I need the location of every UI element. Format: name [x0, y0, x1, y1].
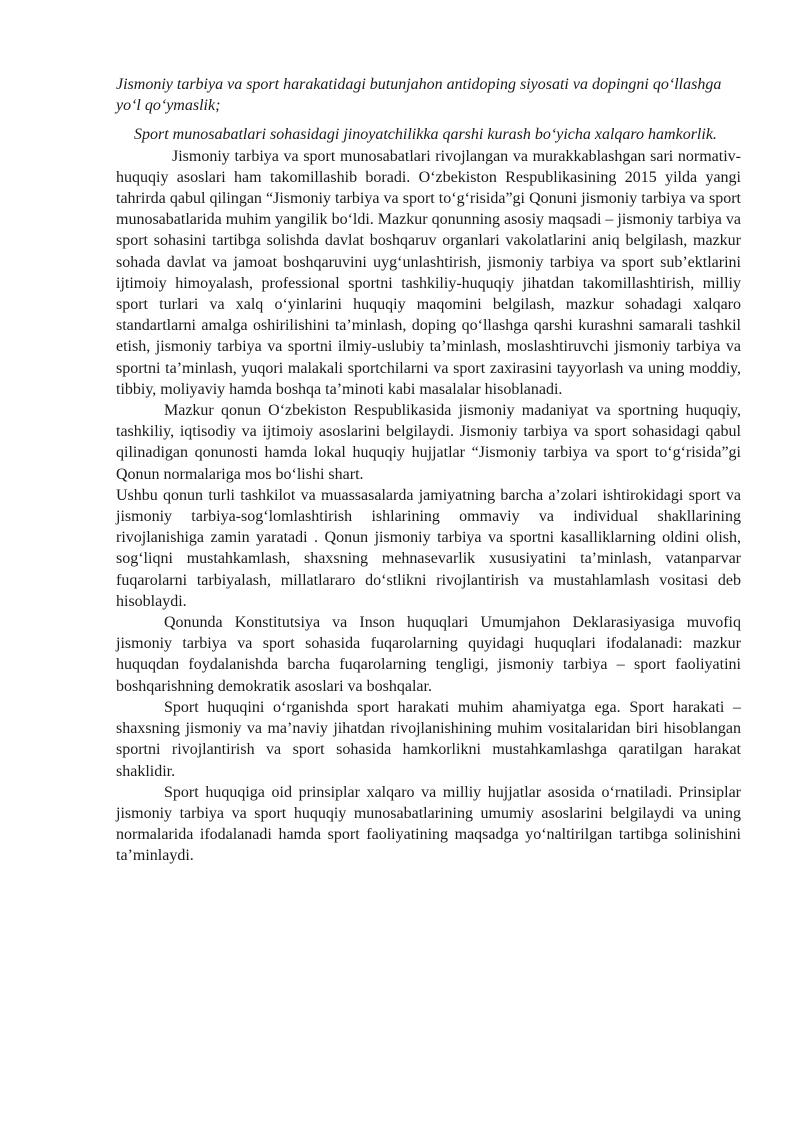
paragraph-sport-movement: Sport huquqini o‘rganishda sport harakati muhim ahamiyatga ega. Sport harakati – shaxsning jismoniy va ma’naviy jihatdan rivojlanishining muhim vositalaridan biri hisoblangan sportni rivojlantirish va sport sohasida hamkorlikni mustahkamlashga qaratilgan harakat shaklidir.: [116, 698, 741, 780]
paragraph-law-purpose: Ushbu qonun turli tashkilot va muassasalarda jamiyatning barcha a’zolari ishtirokidagi sport va jismoniy tarbiya-sog‘lomlashtirish ishlarining ommaviy va individual shakllarining rivojlanishiga zamin yaratadi . Qonun jismoniy tarbiya va sportni kasalliklarning oldini olish, sog‘liqni mustahkamlash, shaxsning mehnasevarlik xususiyatini ta’minlash, vatanparvar fuqarolarni tarbiyalash, millatlararo do‘stlikni rivojlantirish va mustahlamlash vositasi deb hisoblaydi.: [116, 486, 741, 610]
intro-line-antidoping: Jismoniy tarbiya va sport harakatidagi butunjahon antidoping siyosati va dopingni qo‘llashga yo‘l qo‘ymaslik;: [116, 76, 722, 115]
paragraph-law-development: Jismoniy tarbiya va sport munosabatlari rivojlangan va murakkablashgan sari normativ-huquqiy asoslari ham takomillashib boradi. O‘zbekiston Respublikasining 2015 yilda yangi tahrirda qabul qilingan “Jismoniy tarbiya va sport to‘g‘risida”gi Qonuni jismoniy tarbiya va sport munosabatlarida muhim yangilik bo‘ldi. Mazkur qonunning asosiy maqsadi – jismoniy tarbiya va sport sohasini tartibga solishda davlat boshqaruv organlari vakolatlarini aniq belgilash, mazkur sohada davlat va jamoat boshqaruvini uyg‘unlashtirish, jismoniy tarbiya va sport sub’ektlarini ijtimoiy himoyalash, professional sportni tashkiliy-huquqiy jihatdan takomillashtirish, milliy sport turlari va xalq o‘yinlarini huquqiy maqomini belgilash, mazkur sohadagi xalqaro standartlarni amalga oshirilishini ta’minlash, doping qo‘llashga qarshi kurashni samarali tashkil etish, jismoniy tarbiya va sportni ilmiy-uslubiy ta’minlash, moslashtiruvchi jismoniy tarbiya va sportni ta’minlash, yuqori malakali sportchilarni va sport zaxirasini tayyorlash va uning moddiy, tibbiy, moliyaviy hamda boshqa ta’minoti kabi masalalar hisoblanadi.: [116, 147, 741, 398]
document-page: [116, 74, 741, 867]
paragraph-law-basis: Mazkur qonun O‘zbekiston Respublikasida jismoniy madaniyat va sportning huquqiy, tashkiliy, iqtisodiy va ijtimoiy asoslarini belgilaydi. Jismoniy tarbiya va sport sohasidagi qabul qilinadigan qonunosti hamda lokal huquqiy hujjatlar “Jismoniy tarbiya va sport to‘g‘risida”gi Qonun normalariga mos bo‘lishi shart.: [116, 402, 741, 483]
paragraph-sport-principles: Sport huquqiga oid prinsiplar xalqaro va milliy hujjatlar asosida o‘rnatiladi. Prinsiplar jismoniy tarbiya va sport huquqiy munosabatlarining umumiy asoslarini belgilaydi va uning normalarida ifodalanadi hamda sport faoliyatining maqsadga yo‘naltirilgan tartibga solinishini ta’minlaydi.: [116, 783, 741, 865]
intro-line-cooperation: Sport munosabatlari sohasidagi jinoyatchilikka qarshi kurash bo‘yicha xalqaro hamkorlik.: [134, 126, 717, 144]
paragraph-citizen-rights: Qonunda Konstitutsiya va Inson huquqlari Umumjahon Deklarasiyasiga muvofiq jismoniy tarbiya va sport sohasida fuqarolarning quyidagi huquqlari ifodalanadi: mazkur huquqdan foydalanishda barcha fuqarolarning tengligi, jismoniy tarbiya – sport faoliyatini boshqarishning demokratik asoslari va boshqalar.: [116, 614, 741, 695]
